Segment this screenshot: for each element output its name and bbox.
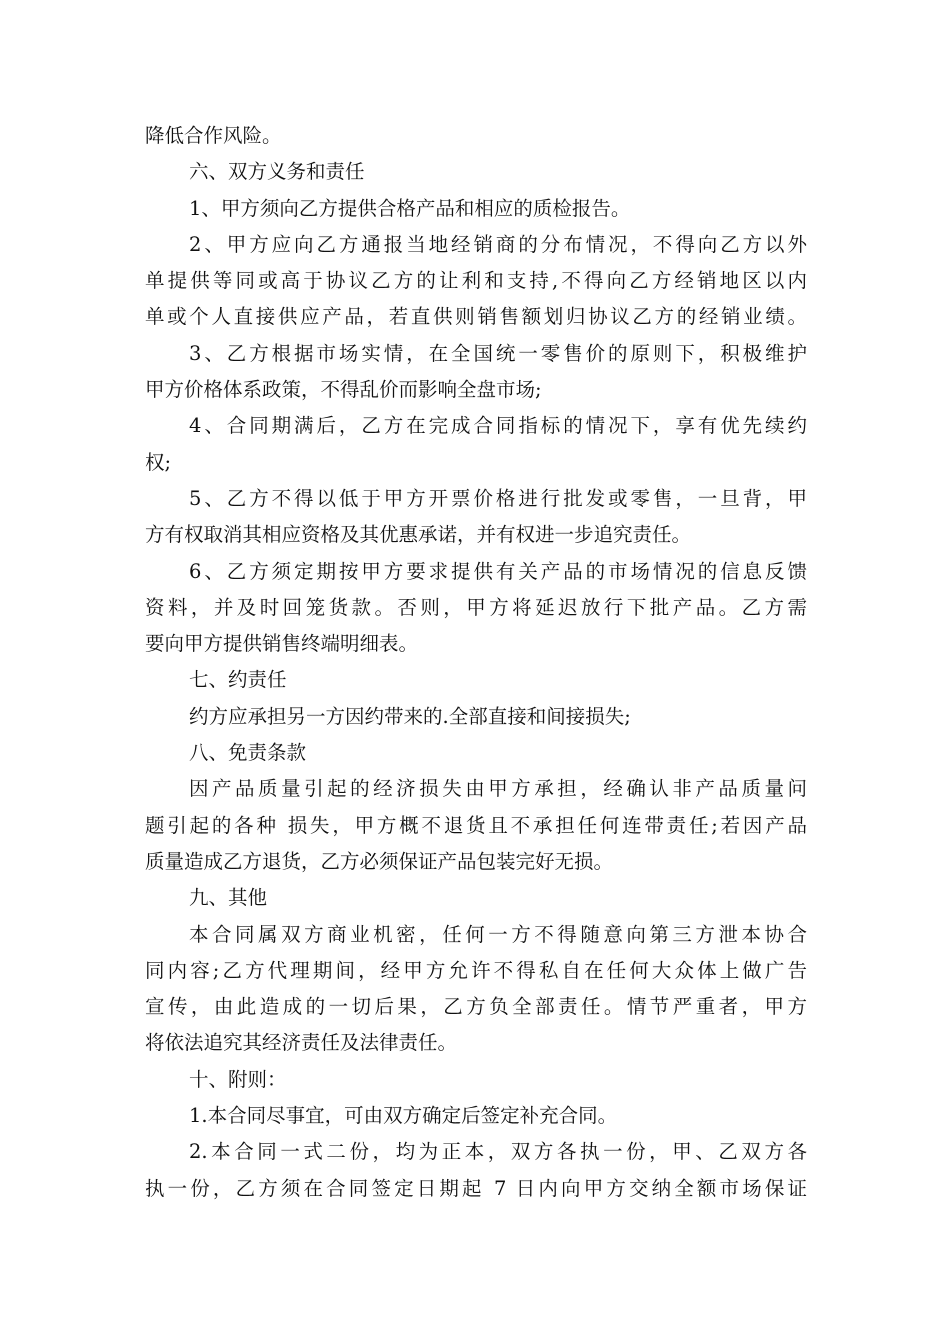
text-line: 方有权取消其相应资格及其优惠承诺，并有权进一步追究责任。 bbox=[145, 523, 692, 547]
text-line: 将依法追究其经济责任及法律责任。 bbox=[145, 1031, 458, 1055]
document-page bbox=[145, 118, 807, 1207]
text-line: 4、合同期满后，乙方在完成合同指标的情况下，享有优先续约 bbox=[189, 414, 807, 438]
text-line: 1、甲方须向乙方提供合格产品和相应的质检报告。 bbox=[189, 196, 631, 220]
text-line: 3、乙方根据市场实情，在全国统一零售价的原则下，积极维护 bbox=[189, 341, 807, 365]
text-line: 甲方价格体系政策，不得乱价而影响全盘市场; bbox=[145, 378, 542, 402]
text-line: 5、乙方不得以低于甲方开票价格进行批发或零售，一旦背，甲 bbox=[189, 486, 807, 510]
text-line: 八、免责条款 bbox=[189, 741, 307, 765]
text-line: 降低合作风险。 bbox=[145, 124, 282, 147]
text-line: 宣传，由此造成的一切后果，乙方负全部责任。情节严重者，甲方 bbox=[145, 995, 807, 1019]
text-line: 七、约责任 bbox=[189, 668, 287, 692]
text-line: 同内容;乙方代理期间，经甲方允许不得私自在任何大众体上做广告 bbox=[145, 958, 807, 982]
text-line: 质量造成乙方退货，乙方必须保证产品包装完好无损。 bbox=[145, 849, 614, 873]
text-line: 单提供等同或高于协议乙方的让利和支持,不得向乙方经销地区以内 bbox=[145, 269, 807, 293]
text-line: 六、双方义务和责任 bbox=[189, 160, 365, 184]
text-line: 6、乙方须定期按甲方要求提供有关产品的市场情况的信息反馈 bbox=[189, 559, 807, 583]
text-line: 资料，并及时回笼货款。否则，甲方将延迟放行下批产品。乙方需 bbox=[145, 595, 807, 619]
text-line: 题引起的各种 损失，甲方概不退货且不承担任何连带责任;若因产品 bbox=[145, 813, 807, 837]
text-line: 要向甲方提供销售终端明细表。 bbox=[145, 632, 419, 656]
text-line: 十、附则： bbox=[189, 1067, 287, 1091]
text-line: 本合同属双方商业机密，任何一方不得随意向第三方泄本协合 bbox=[189, 922, 807, 946]
text-line: 约方应承担另一方因约带来的.全部直接和间接损失; bbox=[189, 704, 631, 728]
text-line: 执一份，乙方须在合同签定日期起 7 日内向甲方交纳全额市场保证 bbox=[145, 1176, 807, 1200]
text-line: 九、其他 bbox=[189, 886, 268, 910]
text-line: 1.本合同尽事宜，可由双方确定后签定补充合同。 bbox=[189, 1104, 618, 1128]
text-line: 单或个人直接供应产品，若直供则销售额划归协议乙方的经销业绩。 bbox=[145, 305, 807, 329]
text-line: 2、甲方应向乙方通报当地经销商的分布情况，不得向乙方以外 bbox=[189, 232, 807, 256]
text-line: 因产品质量引起的经济损失由甲方承担，经确认非产品质量问 bbox=[189, 777, 807, 801]
text-line: 2.本合同一式二份，均为正本，双方各执一份，甲、乙双方各 bbox=[189, 1140, 807, 1164]
text-line: 权; bbox=[145, 450, 172, 474]
